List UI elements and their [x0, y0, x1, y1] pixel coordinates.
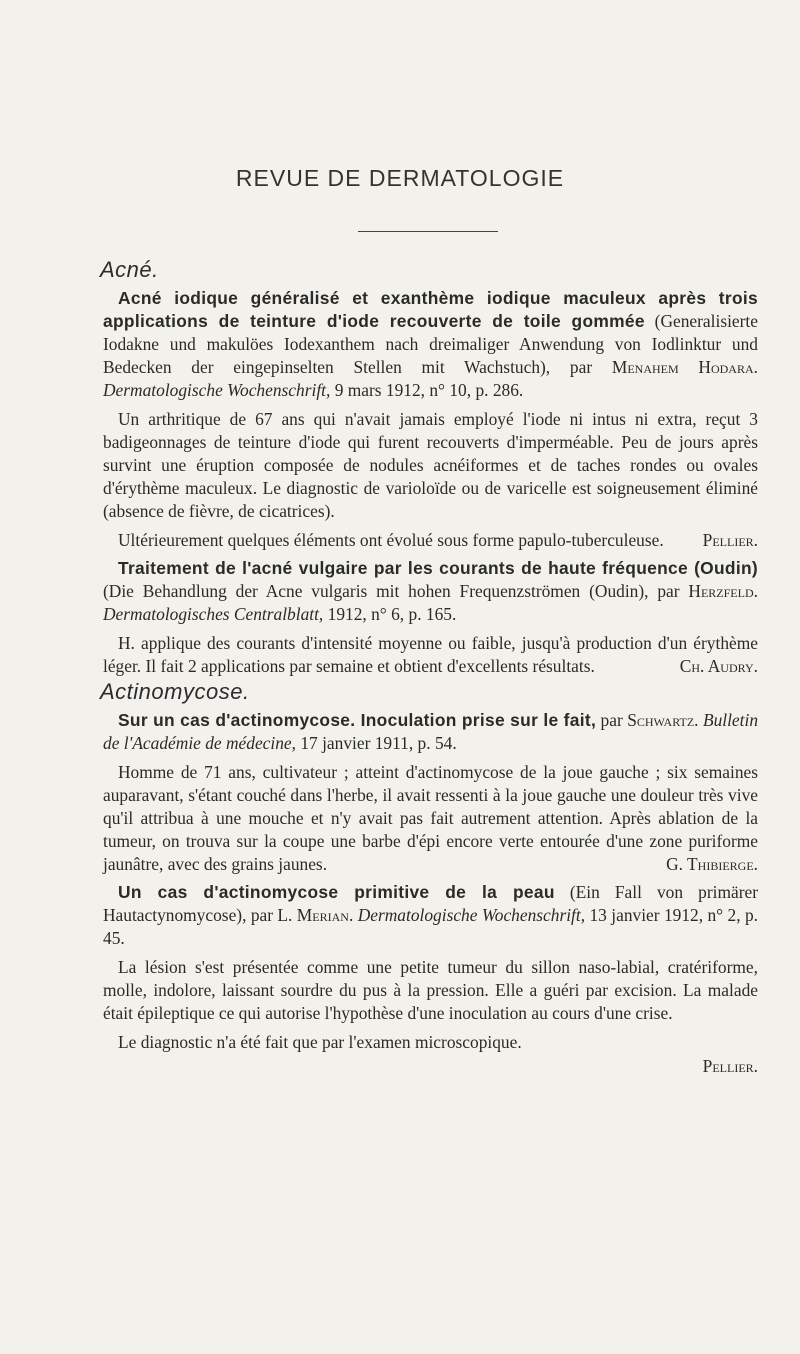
entry-journal: Dermatologisches Centralblatt, — [103, 604, 324, 624]
entry-author: Menahem Hodara — [611, 357, 754, 377]
entry-title: Un cas d'actinomycose primitive de la peau — [118, 882, 555, 902]
entry-reference — [103, 287, 758, 402]
journal-title: REVUE DE DERMATOLOGIE — [235, 165, 565, 191]
entry-ref-date: 1912, n° 6, p. 165. — [323, 604, 457, 624]
entry-ref-date: 13 janvier 1912, n° 2, p. 45. — [103, 905, 759, 948]
article-content — [100, 252, 759, 1078]
entry-title: Traitement de l'acné vulgaire par les courants de haute fréquence (Oudin) — [118, 558, 758, 578]
entry-title: Sur un cas d'actinomycose. Inoculation prise sur le fait, — [118, 710, 597, 730]
entry-author: Schwartz — [627, 710, 695, 730]
entry-journal: Dermatologische Wochenschrift, — [103, 380, 331, 400]
entry-title: Acné iodique généralisé et exanthème iodique maculeux après trois applications de teinture d'iode recouverte de toile gommée — [103, 288, 758, 331]
entry-ref-sep: . — [753, 581, 758, 601]
entry-reference — [103, 881, 758, 950]
entry-ref-sep: . — [348, 905, 358, 925]
entry-reference — [103, 557, 758, 626]
entry-paragraph: La lésion s'est présentée comme une petite tumeur du sillon naso-labial, cratériforme, molle, indolore, laissant sourdre du pus à la pression. Elle a guéri par excision. La malade était épileptique ce qui autorise l'hypothèse d'une inoculation au cours d'une crise. — [103, 957, 758, 1023]
entry-paragraph-text: Homme de 71 ans, cultivateur ; atteint d'actinomycose de la joue gauche ; six semaines auparavant, s'étant couché dans l'herbe, il avait ressenti à la joue gauche une douleur très vive qu'il attribua à une mouche et n'y avait pas fait autrement attention. Après ablation de la tumeur, on trouva sur la coupe une barbe d'épi encore verte entourée d'une zone puriforme jaunâtre, avec des grains jaunes. — [103, 762, 758, 874]
entry-paragraph: Le diagnostic n'a été fait que par l'examen microscopique. — [118, 1032, 522, 1052]
entry-journal: Dermatologische Wochenschrift, — [357, 905, 586, 925]
entry-signature: Ch. Audry. — [679, 656, 758, 676]
entry-paragraph-text: H. applique des courants d'intensité moyenne ou faible, jusqu'à production d'un érythème léger. Il fait 2 applications par semaine et obtient d'excellents résultats. — [103, 633, 758, 676]
entry-ref-sep: . — [753, 357, 758, 377]
entry-signature: G. Thibierge. — [666, 854, 758, 874]
title-rule — [358, 231, 498, 232]
entry-ref-sep: . — [694, 710, 703, 730]
entry-ref-text: (Generalisierte Iodakne und makulöes Iodexanthem nach dreimaliger Anwendung von Iodlinktur und Bedecken der eingepinselten Stellen mit Wachstuch), par — [103, 311, 758, 377]
entry-reference — [103, 709, 758, 755]
entry-paragraph: Un arthritique de 67 ans qui n'avait jamais employé l'iode ni intus ni extra, reçut 3 badigeonnages de teinture d'iode qui furent recouverts d'imperméable. Peu de jours après survint une éruption composée de nodules acnéiformes et de taches rondes ou ovales d'érythème maculeux. Le diagnostic de varioloïde ou de varicelle est soigneusement éliminé (absence de fièvre, de cicatrices). — [103, 409, 758, 521]
entry-paragraph — [103, 529, 758, 552]
entry-ref-text: par — [596, 710, 628, 730]
entry-ref-text: (Ein Fall von primärer Hautactynomycose), par L. — [103, 882, 759, 925]
section-heading-acne: Acné. — [100, 257, 159, 282]
entry-ref-date: 17 janvier 1911, p. 54. — [296, 733, 457, 753]
entry-journal: Bulletin de l'Académie de médecine, — [103, 710, 759, 753]
entry-paragraph — [103, 632, 758, 678]
section-heading-actinomycose: Actinomycose. — [100, 679, 250, 704]
entry-ref-text: (Die Behandlung der Acne vulgaris mit hohen Frequenzströmen (Oudin), par — [103, 581, 689, 601]
entry-paragraph — [103, 761, 758, 876]
entry-signature: Pellier. — [702, 530, 758, 550]
entry-paragraph-text: Ultérieurement quelques éléments ont évolué sous forme papulo-tuberculeuse. — [118, 530, 664, 550]
entry-signature: Pellier. — [702, 1056, 758, 1076]
entry-author: Merian — [296, 905, 349, 925]
entry-author: Herzfeld — [688, 581, 754, 601]
entry-ref-date: 9 mars 1912, n° 10, p. 286. — [330, 380, 524, 400]
